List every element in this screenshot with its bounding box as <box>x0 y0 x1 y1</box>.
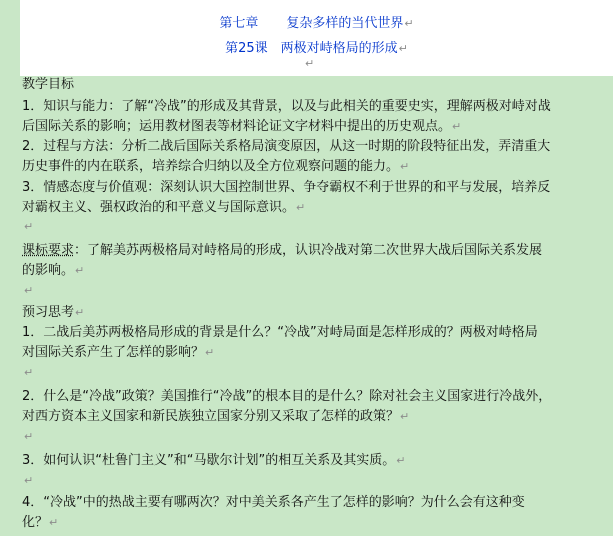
question-3-line-1: 3．如何认识“杜鲁门主义”和“马歇尔计划”的相互关系及其实质。↵ <box>22 453 406 468</box>
objective-1-line-1: 1．知识与能力：了解“冷战”的形成及其背景，以及与此相关的重要史实，理解两极对峙对战 <box>22 99 551 114</box>
paragraph-mark: ↵ <box>75 306 85 319</box>
paragraph-mark: ↵ <box>396 454 406 467</box>
paragraph-mark: ↵ <box>24 220 34 233</box>
objective-2-line-1: 2．过程与方法：分析二战后国际关系格局演变原因，从这一时期的阶段特征出发，弄清重大 <box>22 139 551 154</box>
paragraph-mark: ↵ <box>296 201 306 214</box>
requirement-line-2: 的影响。↵ <box>22 263 85 278</box>
paragraph-mark: ↵ <box>400 160 410 173</box>
paragraph-mark: ↵ <box>452 120 462 133</box>
document-header <box>20 0 613 76</box>
question-4-line-1: 4．“冷战”中的热战主要有哪两次？对中美关系各产生了怎样的影响？为什么会有这种变 <box>22 495 525 510</box>
chapter-number: 第七章 <box>219 16 259 31</box>
question-4-line-2: 化？↵ <box>22 515 59 530</box>
paragraph-mark: ↵ <box>400 410 410 423</box>
paragraph-mark: ↵ <box>398 42 408 55</box>
requirement-label: 课标要求 <box>22 243 75 258</box>
chapter-heading <box>20 12 613 31</box>
question-2-line-2: 对西方资本主义国家和新民族独立国家分别又采取了怎样的政策？↵ <box>22 409 410 424</box>
chapter-title: 复杂多样的当代世界 <box>286 16 404 31</box>
objective-3-line-1: 3．情感态度与价值观：深刻认识大国控制世界、争夺霸权不利于世界的和平与发展，培养反 <box>22 180 551 195</box>
requirement-line-1: 课标要求：了解美苏两极格局对峙格局的形成，认识冷战对第二次世界大战后国际关系发展 <box>22 243 543 258</box>
paragraph-mark: ↵ <box>75 264 85 277</box>
paragraph-mark: ↵ <box>24 430 34 443</box>
objective-1-line-2: 后国际关系的影响；运用教材图表等材料论证文字材料中提出的历史观点。↵ <box>22 119 462 134</box>
paragraph-mark: ↵ <box>24 366 34 379</box>
preview-title: 预习思考↵ <box>22 305 85 320</box>
lesson-heading <box>20 37 613 56</box>
paragraph-mark: ↵ <box>24 284 34 297</box>
objective-2-line-2: 历史事件的内在联系，培养综合归纳以及全方位观察问题的能力。↵ <box>22 159 410 174</box>
paragraph-mark: ↵ <box>305 57 315 70</box>
paragraph-mark: ↵ <box>404 17 414 30</box>
paragraph-mark: ↵ <box>24 474 34 487</box>
objectives-title: 教学目标 <box>22 77 75 92</box>
question-1-line-1: 1．二战后美苏两极格局形成的背景是什么？“冷战”对峙局面是怎样形成的？两极对峙格局 <box>22 325 538 340</box>
question-1-line-2: 对国际关系产生了怎样的影响？↵ <box>22 345 215 360</box>
paragraph-mark: ↵ <box>205 346 215 359</box>
question-2-line-1: 2．什么是“冷战”政策？美国推行“冷战”的根本目的是什么？除对社会主义国家进行冷战外， <box>22 389 552 404</box>
objective-3-line-2: 对霸权主义、强权政治的和平意义与国际意识。↵ <box>22 200 306 215</box>
paragraph-mark: ↵ <box>49 516 59 529</box>
lesson-title: 第25课 两极对峙格局的形成 <box>225 41 398 56</box>
